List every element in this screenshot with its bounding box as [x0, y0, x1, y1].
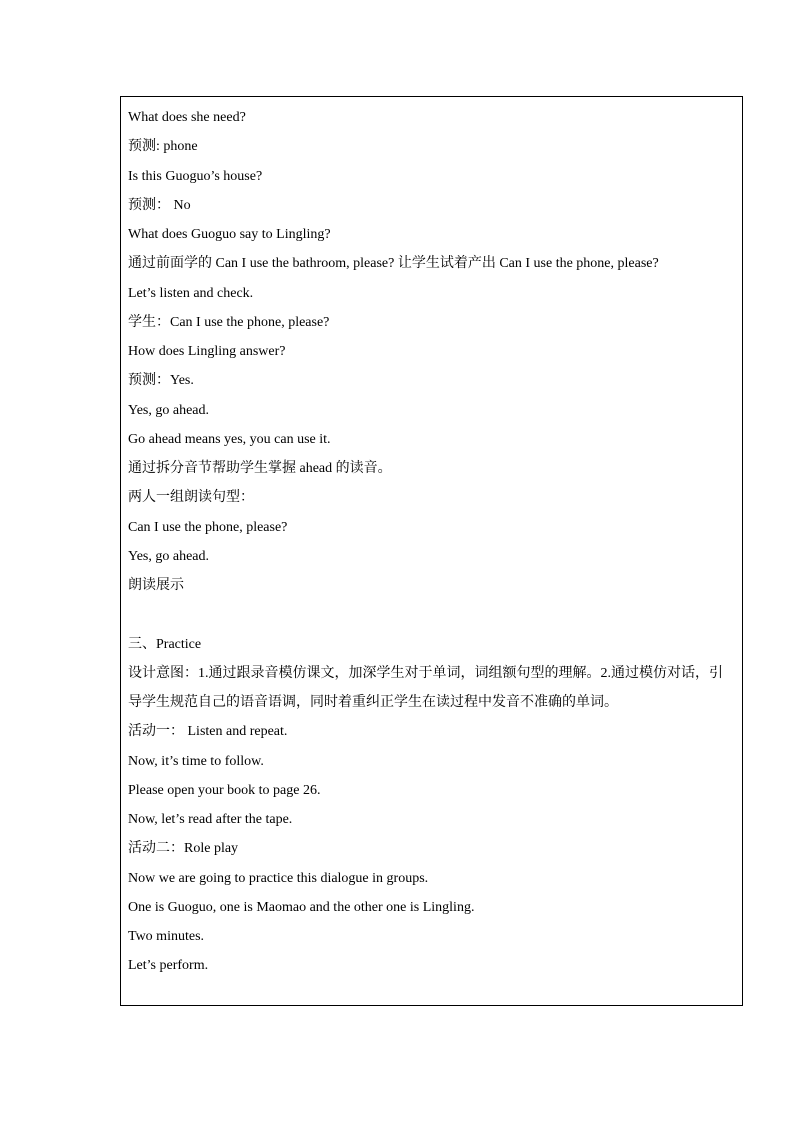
text-line: Yes, go ahead.: [128, 548, 210, 564]
text-line: How does Lingling answer?: [128, 344, 286, 359]
text-line: Can I use the phone, please?: [128, 519, 288, 535]
text-line: Now we are going to practice this dialogue in groups.: [128, 870, 429, 886]
text-line: 通过拆分音节帮助学生掌握 ahead 的读音。: [128, 461, 392, 476]
text-line: 朗读展示: [128, 578, 184, 593]
text-line: Please open your book to page 26.: [128, 782, 321, 798]
text-line: 预测: phone: [128, 139, 198, 155]
text-line: Yes, go ahead.: [128, 402, 210, 418]
text-line: 学生：Can I use the phone, please?: [128, 314, 330, 330]
text-line: Two minutes.: [128, 929, 205, 944]
lesson-content: [128, 103, 736, 981]
design-intent-paragraph: 设计意图：1.通过跟录音模仿课文，加深学生对于单词，词组额句型的理解。2.通过模仿对话，引导学生规范自己的语音语调，同时着重纠正学生在读过程中发音不准确的单词。: [128, 665, 723, 710]
text-line: 预测： No: [128, 197, 191, 213]
blank-line: [128, 600, 736, 629]
text-line: Now, let’s read after the tape.: [128, 812, 293, 827]
text-line: One is Guoguo, one is Maomao and the other one is Lingling.: [128, 899, 475, 915]
text-line: Is this Guoguo’s house?: [128, 168, 263, 184]
text-line: 两人一组朗读句型：: [128, 490, 254, 506]
text-line: 活动二：Role play: [128, 841, 239, 857]
text-line: 活动一： Listen and repeat.: [128, 724, 288, 740]
text-line: 预测：Yes.: [128, 373, 194, 389]
text-line: Now, it’s time to follow.: [128, 753, 264, 769]
text-line: 通过前面学的 Can I use the bathroom, please? 让学生试着产出 Can I use the phone, please?: [128, 256, 659, 272]
lesson-plan-table-cell: [120, 96, 743, 1006]
text-line: Let’s perform.: [128, 958, 209, 974]
section-heading: 三、Practice: [128, 636, 202, 652]
text-line: Let’s listen and check.: [128, 285, 254, 301]
text-line: What does she need?: [128, 110, 246, 125]
text-line: What does Guoguo say to Lingling?: [128, 227, 331, 242]
text-line: Go ahead means yes, you can use it.: [128, 431, 331, 447]
